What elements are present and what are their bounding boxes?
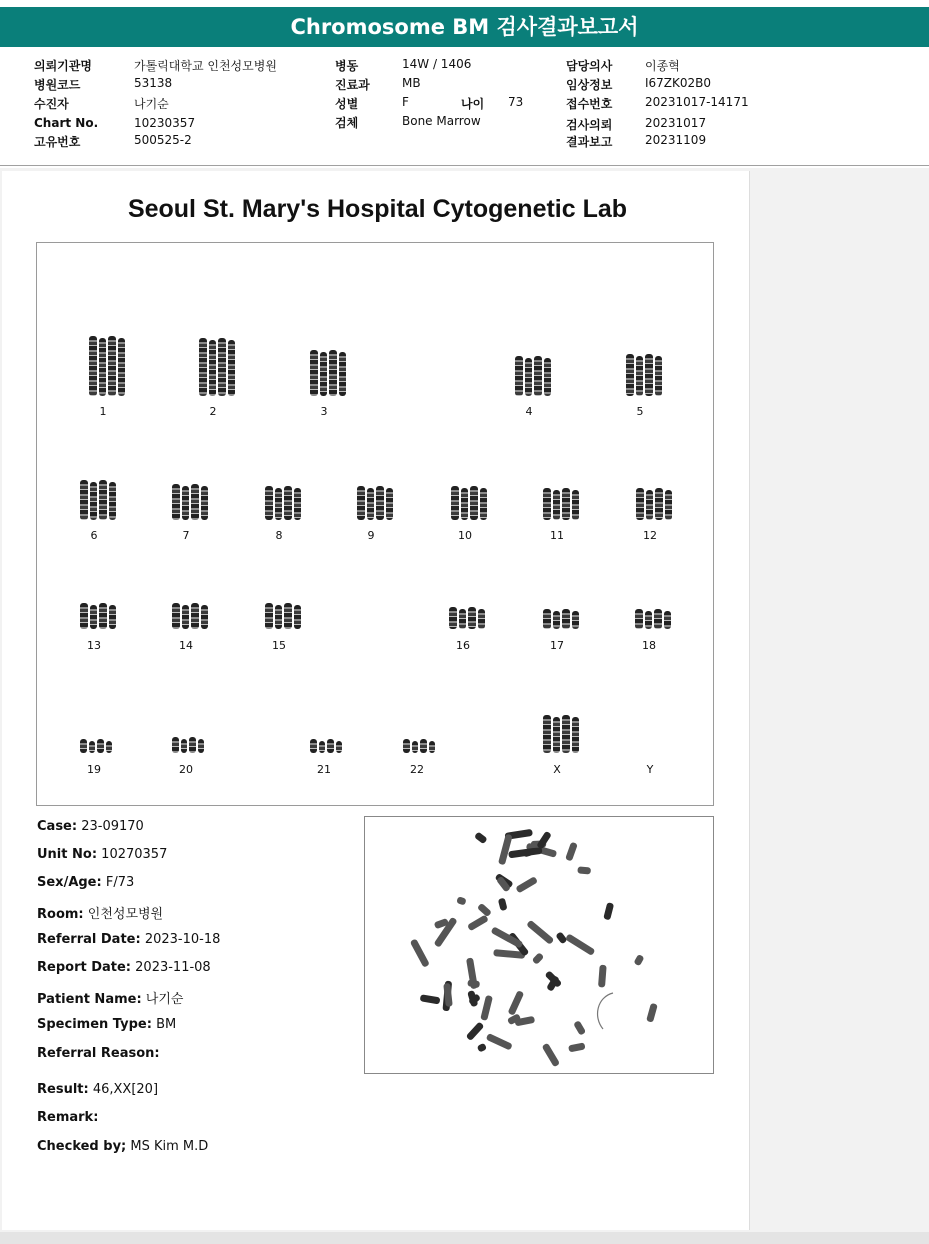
chromosome-label: 11 xyxy=(550,529,564,542)
chromosome-pair-22 xyxy=(403,739,435,753)
metaphase-chromosome xyxy=(420,994,441,1004)
specimen-field xyxy=(37,1017,176,1032)
chromosome-label: 3 xyxy=(320,405,328,418)
info-value: Bone Marrow xyxy=(402,114,481,128)
metaphase-chromosome xyxy=(410,938,430,967)
unit-label: Unit No: xyxy=(37,847,98,862)
metaphase-chromosome xyxy=(456,896,467,905)
unit-value: 10270357 xyxy=(101,847,168,862)
report-date-label: Report Date: xyxy=(37,960,132,975)
chromosome-label: 21 xyxy=(317,763,331,776)
chromosome-label: 15 xyxy=(272,639,286,652)
chromosome-label: Y xyxy=(646,763,654,776)
chromosome-label: 5 xyxy=(636,405,644,418)
info-label: 수진자 xyxy=(34,97,69,111)
chromosome-pair-6 xyxy=(80,480,116,520)
chromosome-pair-10 xyxy=(451,486,487,520)
chromosome-label: 6 xyxy=(90,529,98,542)
metaphase-chromosome xyxy=(573,1020,586,1036)
metaphase-chromosome xyxy=(477,903,492,918)
sexage-field xyxy=(37,875,134,890)
metaphase-chromosome xyxy=(480,995,493,1021)
metaphase-chromosome xyxy=(646,1003,658,1023)
remark-label: Remark: xyxy=(37,1110,99,1125)
info-label: 진료과 xyxy=(335,78,370,92)
metaphase-chromosome xyxy=(467,914,489,931)
report-title: Chromosome BM 검사결과보고서 xyxy=(0,7,929,47)
info-label: 검사의뢰 xyxy=(566,118,613,132)
result-label: Result: xyxy=(37,1082,89,1097)
metaphase-chromosome xyxy=(508,847,542,859)
chromosome-label: 9 xyxy=(367,529,375,542)
info-value: 53138 xyxy=(134,76,173,90)
report-date-value: 2023-11-08 xyxy=(135,960,211,975)
metaphase-chromosome xyxy=(568,1042,585,1052)
metaphase-chromosome xyxy=(474,831,488,844)
info-value: 14W / 1406 xyxy=(402,57,472,71)
metaphase-chromosome xyxy=(526,920,554,945)
chromosome-pair-4 xyxy=(515,356,551,396)
chromosome-pair-15 xyxy=(265,603,301,629)
room-value: 인천성모병원 xyxy=(87,907,164,922)
remark-field xyxy=(37,1110,98,1125)
metaphase-chromosome xyxy=(498,834,513,866)
patient-name-label: Patient Name: xyxy=(37,992,142,1007)
chromosome-pair-17 xyxy=(543,609,579,629)
info-label: Chart No. xyxy=(34,116,99,130)
specimen-value: BM xyxy=(156,1017,177,1032)
info-value: F xyxy=(402,95,409,109)
result-field xyxy=(37,1082,158,1097)
chromosome-pair-21 xyxy=(310,739,342,753)
metaphase-chromosome xyxy=(565,933,595,956)
chromosome-label: 19 xyxy=(87,763,101,776)
metaphase-spread-drawing xyxy=(365,817,713,1073)
info-label: 병원코드 xyxy=(34,78,81,92)
info-value: 20231017-14171 xyxy=(645,95,749,109)
info-value: 20231109 xyxy=(645,133,707,147)
chromosome-label: 18 xyxy=(642,639,656,652)
unit-field xyxy=(37,847,167,862)
chromosome-label: 2 xyxy=(209,405,217,418)
chromosome-pair-13 xyxy=(80,603,116,629)
specimen-label: Specimen Type: xyxy=(37,1017,152,1032)
room-field xyxy=(37,903,163,922)
info-value: I67ZK02B0 xyxy=(645,76,712,90)
chromosome-label: 20 xyxy=(179,763,193,776)
metaphase-chromosome xyxy=(577,866,591,874)
checked-by-field xyxy=(37,1139,208,1154)
chromosome-pair-7 xyxy=(172,484,208,520)
chromosome-label: 8 xyxy=(275,529,283,542)
case-field xyxy=(37,819,144,834)
nucleus-outline xyxy=(598,993,613,1029)
info-label: 임상정보 xyxy=(566,78,613,92)
info-label: 의뢰기관명 xyxy=(34,59,92,73)
referral-date-field xyxy=(37,932,220,947)
checked-by-value: MS Kim M.D xyxy=(130,1139,209,1154)
chromosome-pair-5 xyxy=(626,354,662,396)
metaphase-chromosome xyxy=(603,902,614,920)
info-value: MB xyxy=(402,76,421,90)
karyogram xyxy=(36,242,714,806)
chromosome-label: 14 xyxy=(179,639,193,652)
metaphase-chromosome xyxy=(466,1021,485,1041)
chromosome-pair-3 xyxy=(310,350,346,396)
info-value: 500525-2 xyxy=(134,133,192,147)
chromosome-label: 13 xyxy=(87,639,101,652)
chromosome-pair-1 xyxy=(89,336,125,396)
chromosome-pair-x xyxy=(543,715,579,753)
room-label: Room: xyxy=(37,907,84,922)
case-value: 23-09170 xyxy=(81,819,144,834)
metaphase-chromosome xyxy=(633,954,644,966)
page-footer-strip xyxy=(0,1232,929,1244)
info-value: 이종혁 xyxy=(645,59,680,73)
info-label: 접수번호 xyxy=(566,97,613,111)
result-value: 46,XX[20] xyxy=(92,1082,159,1097)
chromosome-label: 17 xyxy=(550,639,564,652)
chromosome-label: 10 xyxy=(458,529,472,542)
chromosome-pair-9 xyxy=(357,486,393,520)
chromosome-pair-16 xyxy=(449,607,485,629)
info-label: 검체 xyxy=(335,116,359,130)
chromosome-pair-19 xyxy=(80,739,112,753)
patient-name-field xyxy=(37,988,183,1007)
metaphase-spread-image xyxy=(364,816,714,1074)
info-label: 병동 xyxy=(335,59,359,73)
info-label: 성별 xyxy=(335,97,359,111)
metaphase-chromosome xyxy=(508,990,525,1016)
info-value: 10230357 xyxy=(134,116,196,130)
chromosome-label: 12 xyxy=(643,529,657,542)
sexage-value: F/73 xyxy=(105,875,135,890)
metaphase-chromosome xyxy=(515,876,538,893)
info-label: 고유번호 xyxy=(34,135,81,149)
metaphase-chromosome xyxy=(491,926,524,948)
chromosome-label: 16 xyxy=(456,639,470,652)
referral-date-label: Referral Date: xyxy=(37,932,141,947)
metaphase-chromosome xyxy=(532,952,545,965)
lab-title: Seoul St. Mary's Hospital Cytogenetic Lab xyxy=(127,195,628,223)
metaphase-chromosome xyxy=(477,1043,487,1053)
chromosome-label: 4 xyxy=(525,405,533,418)
chromosome-pair-12 xyxy=(636,488,672,520)
patient-name-value: 나기순 xyxy=(145,992,184,1007)
referral-date-value: 2023-10-18 xyxy=(144,932,221,947)
info-value: 가톨릭대학교 인천성모병원 xyxy=(134,59,277,73)
metaphase-chromosome xyxy=(486,1033,513,1051)
chromosome-label: X xyxy=(553,763,561,776)
chromosome-label: 1 xyxy=(99,405,107,418)
metaphase-chromosome xyxy=(565,842,578,862)
chromosome-pair-18 xyxy=(635,609,671,629)
info-label: 담당의사 xyxy=(566,59,613,73)
referral-reason-field xyxy=(37,1046,160,1061)
chromosome-pair-14 xyxy=(172,603,208,629)
chromosome-pair-8 xyxy=(265,486,301,520)
chromosome-pair-2 xyxy=(199,338,235,396)
chromosome-label: 7 xyxy=(182,529,190,542)
report-date-field xyxy=(37,960,211,975)
metaphase-chromosome xyxy=(542,1043,561,1068)
metaphase-chromosome xyxy=(498,898,508,911)
metaphase-chromosome xyxy=(598,965,607,988)
info-label: 결과보고 xyxy=(566,135,613,149)
info-value: 73 xyxy=(508,95,524,109)
chromosome-label: 22 xyxy=(410,763,424,776)
chromosome-pair-11 xyxy=(543,488,579,520)
info-value: 20231017 xyxy=(645,116,707,130)
info-label: 나이 xyxy=(461,97,485,111)
header-divider xyxy=(0,165,929,166)
case-label: Case: xyxy=(37,819,78,834)
chromosome-pair-20 xyxy=(172,737,204,753)
info-value: 나기순 xyxy=(134,97,169,111)
sexage-label: Sex/Age: xyxy=(37,875,102,890)
metaphase-chromosome xyxy=(555,931,567,944)
referral-reason-label: Referral Reason: xyxy=(37,1046,160,1061)
checked-by-label: Checked by; xyxy=(37,1139,127,1154)
